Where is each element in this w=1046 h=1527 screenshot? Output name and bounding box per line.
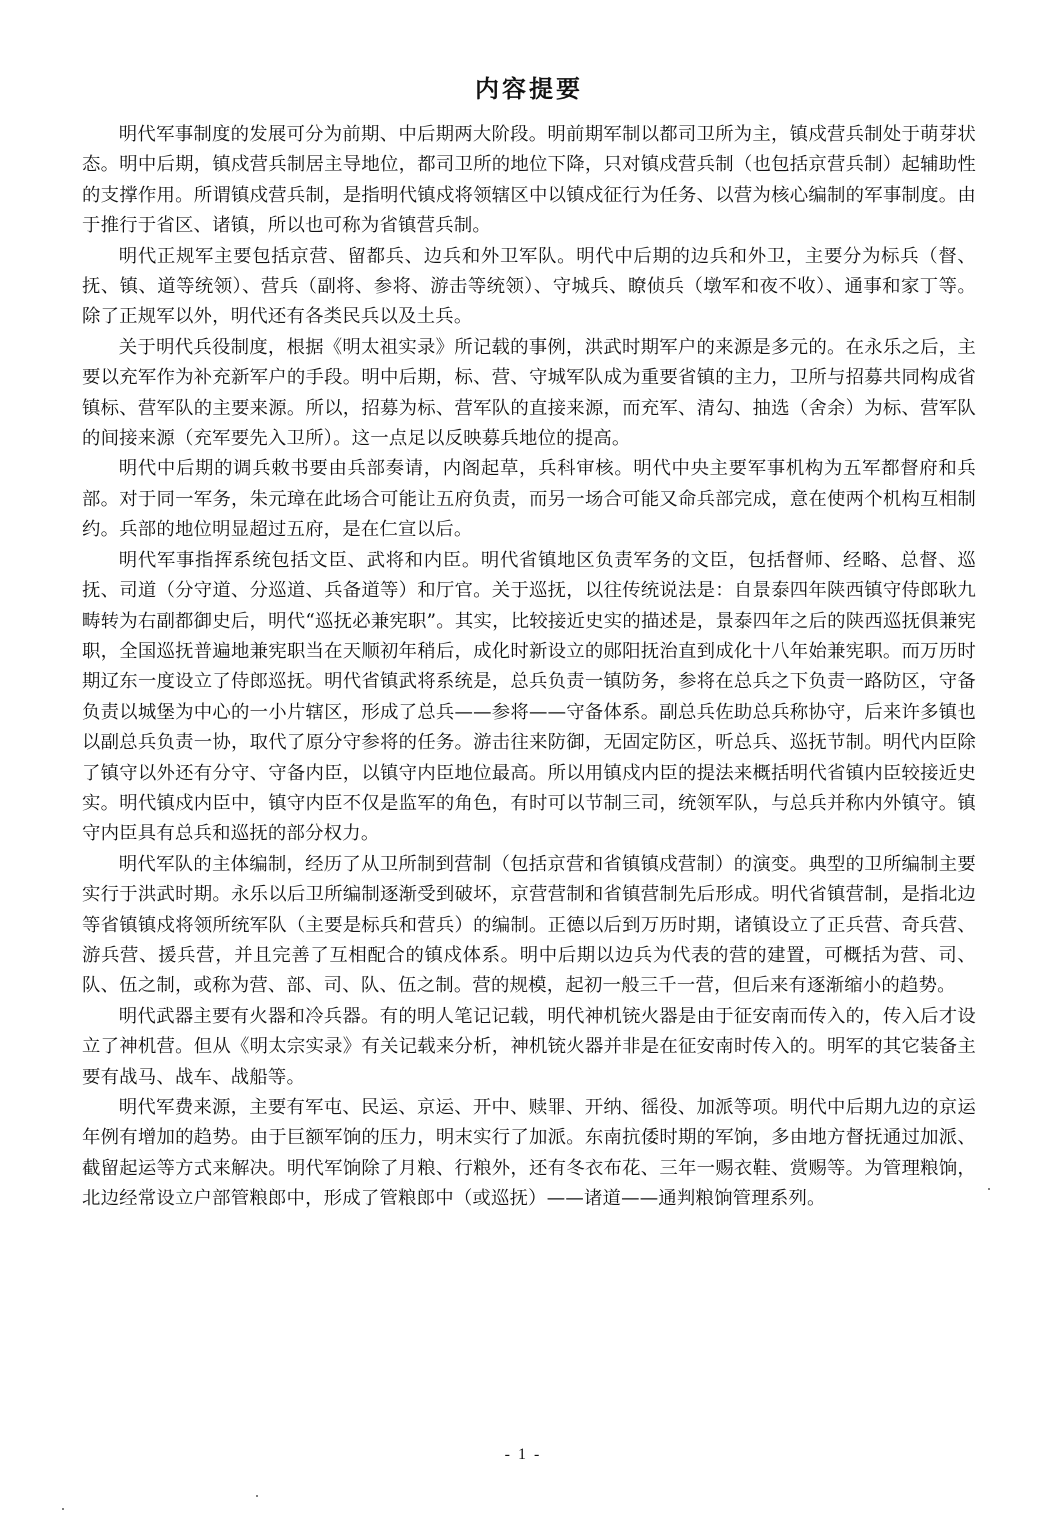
paragraph: 明代军费来源，主要有军屯、民运、京运、开中、赎罪、开纳、徭役、加派等项。明代中后期九边的京运年例有增加的趋势。由于巨额军饷的压力，明末实行了加派。东南抗倭时期的军饷，多由地方督抚通过加派、截留起运等方式来解决。明代军饷除了月粮、行粮外，还有冬衣布花、三年一赐衣鞋、赏赐等。为管理粮饷，北边经常设立户部管粮郎中，形成了管粮郎中（或巡抚）——诸道——通判粮饷管理系列。 [82, 1097, 976, 1210]
paragraph: 明代中后期的调兵敕书要由兵部奏请，内阁起草，兵科审核。明代中央主要军事机构为五军都督府和兵部。对于同一军务，朱元璋在此场合可能让五府负责，而另一场合可能又命兵部完成，意在使两个机构互相制约。兵部的地位明显超过五府，是在仁宣以后。 [82, 458, 976, 541]
paragraph: 明代武器主要有火器和冷兵器。有的明人笔记记载，明代神机铳火器是由于征安南而传入的，传入后才设立了神机营。但从《明太宗实录》有关记载来分析，神机铳火器并非是在征安南时传入的。明军的其它装备主要有战马、战车、战船等。 [82, 1005, 976, 1088]
paragraph: 明代军队的主体编制，经历了从卫所制到营制（包括京营和省镇镇戍营制）的演变。典型的卫所编制主要实行于洪武时期。永乐以后卫所编制逐渐受到破坏，京营营制和省镇营制先后形成。明代省镇营制，是指北边等省镇镇戍将领所统军队（主要是标兵和营兵）的编制。正德以后到万历时期，诸镇设立了正兵营、奇兵营、游兵营、援兵营，并且完善了互相配合的镇戍体系。明中后期以边兵为代表的营的建置，可概括为营、司、队、伍之制，或称为营、部、司、队、伍之制。营的规模，起初一般三千一营，但后来有逐渐缩小的趋势。 [82, 853, 976, 997]
scan-speck [62, 1508, 64, 1510]
paragraph: 明代军事制度的发展可分为前期、中后期两大阶段。明前期军制以都司卫所为主，镇戍营兵制处于萌芽状态。明中后期，镇戍营兵制居主导地位，都司卫所的地位下降，只对镇戍营兵制（也包括京营兵制）起辅助性的支撑作用。所谓镇戍营兵制，是指明代镇戍将领辖区中以镇戍征行为任务、以营为核心编制的军事制度。由于推行于省区、诸镇，所以也可称为省镇营兵制。 [82, 124, 976, 237]
page-title: 内容提要 [475, 74, 583, 103]
document-body [82, 72, 976, 1215]
scan-speck [256, 1495, 258, 1497]
page-number: - 1 - [504, 1446, 542, 1463]
paragraph: 明代正规军主要包括京营、留都兵、边兵和外卫军队。明代中后期的边兵和外卫，主要分为标兵（督、抚、镇、道等统领）、营兵（副将、参将、游击等统领）、守城兵、瞭侦兵（墩军和夜不收）、通事和家丁等。除了正规军以外，明代还有各类民兵以及土兵。 [82, 245, 976, 328]
paragraph: 明代军事指挥系统包括文臣、武将和内臣。明代省镇地区负责军务的文臣，包括督师、经略、总督、巡抚、司道（分守道、分巡道、兵备道等）和厅官。关于巡抚，以往传统说法是：自景泰四年陕西镇守侍郎耿九畴转为右副都御史后，明代“巡抚必兼宪职”。其实，比较接近史实的描述是，景泰四年之后的陕西巡抚俱兼宪职，全国巡抚普遍地兼宪职当在天顺初年稍后，成化时新设立的郧阳抚治直到成化十八年始兼宪职。而万历时期辽东一度设立了侍郎巡抚。明代省镇武将系统是，总兵负责一镇防务，参将在总兵之下负责一路防区，守备负责以城堡为中心的一小片辖区，形成了总兵——参将——守备体系。副总兵佐助总兵称协守，后来许多镇也以副总兵负责一协，取代了原分守参将的任务。游击往来防御，无固定防区，听总兵、巡抚节制。明代内臣除了镇守以外还有分守、守备内臣，以镇守内臣地位最高。所以用镇戍内臣的提法来概括明代省镇内臣较接近史实。明代镇戍内臣中，镇守内臣不仅是监军的角色，有时可以节制三司，统领军队，与总兵并称内外镇守。镇守内臣具有总兵和巡抚的部分权力。 [82, 549, 976, 845]
scan-speck [988, 1188, 990, 1190]
paragraph: 关于明代兵役制度，根据《明太祖实录》所记载的事例，洪武时期军户的来源是多元的。在永乐之后，主要以充军作为补充新军户的手段。明中后期，标、营、守城军队成为重要省镇的主力，卫所与招募共同构成省镇标、营军队的主要来源。所以，招募为标、营军队的直接来源，而充军、清勾、抽选（舍余）为标、营军队的间接来源（充军要先入卫所）。这一点足以反映募兵地位的提高。 [82, 336, 976, 450]
